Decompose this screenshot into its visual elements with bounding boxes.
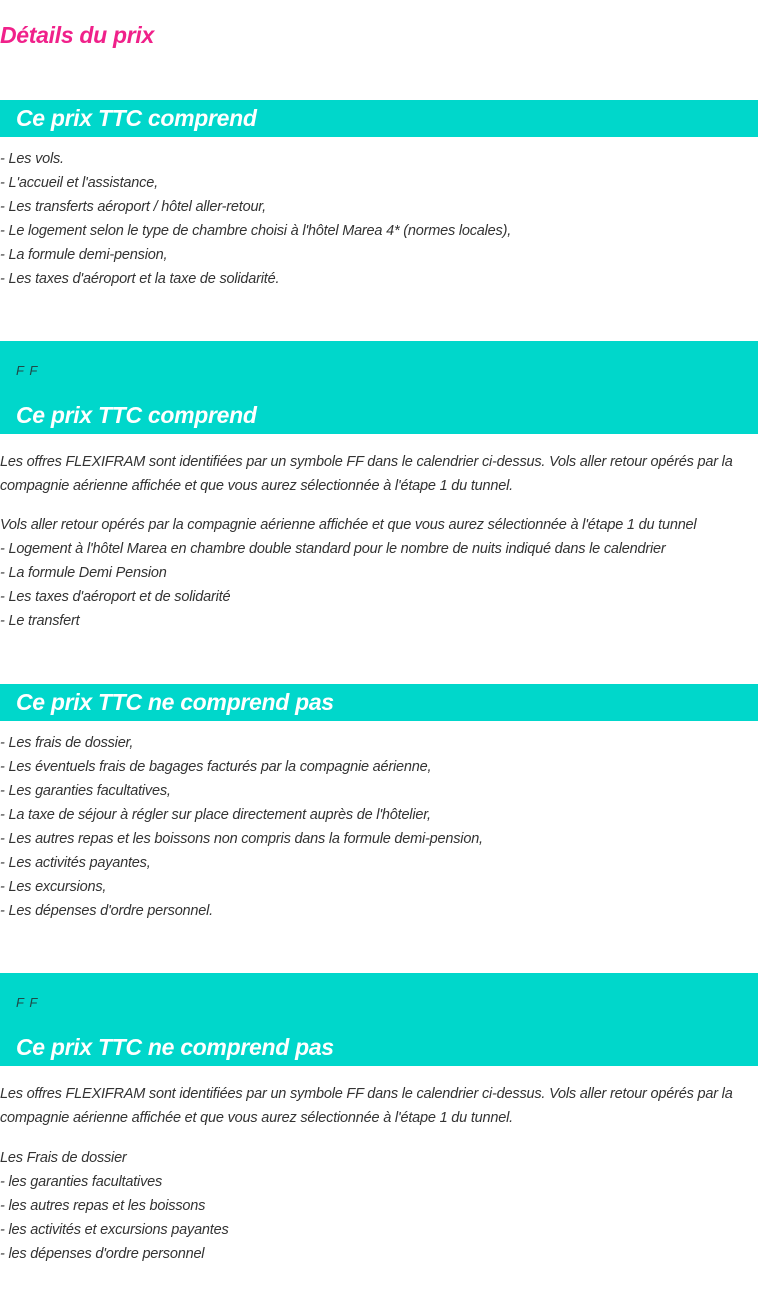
list-item: - les activités et excursions payantes [0, 1222, 229, 1238]
section-heading: Ce prix TTC ne comprend pas [16, 1034, 334, 1060]
list-item: - La formule demi-pension, [0, 247, 168, 263]
list-item: - Les frais de dossier, [0, 735, 134, 751]
list-item: - Le logement selon le type de chambre choisi à l'hôtel Marea 4* (normes locales), [0, 223, 512, 239]
list-item: - Les dépenses d'ordre personnel. [0, 903, 214, 919]
section-header [0, 100, 758, 137]
section-header [0, 341, 758, 434]
list-item: - L'accueil et l'assistance, [0, 175, 158, 191]
list-item: - Les activités payantes, [0, 855, 151, 871]
section-flexifram-excludes [0, 973, 758, 1266]
page-title: Détails du prix [0, 22, 154, 48]
list-item: - Les taxes d'aéroport et la taxe de solidarité. [0, 271, 280, 287]
ff-symbol: F F [16, 995, 39, 1010]
list-item: - Le transfert [0, 613, 80, 629]
list-item: - les garanties facultatives [0, 1174, 163, 1190]
list-item: - La taxe de séjour à régler sur place directement auprès de l'hôtelier, [0, 807, 431, 823]
list-item: - Les éventuels frais de bagages facturés par la compagnie aérienne, [0, 759, 432, 775]
list-item: - les autres repas et les boissons [0, 1198, 206, 1214]
list-item: - Les excursions, [0, 879, 107, 895]
section-heading: Ce prix TTC comprend [16, 105, 257, 131]
section-excludes [0, 684, 758, 923]
flexifram-excludes-list [0, 1146, 758, 1266]
section-header [0, 684, 758, 721]
section-heading: Ce prix TTC ne comprend pas [16, 689, 334, 715]
list-item: - les dépenses d'ordre personnel [0, 1246, 205, 1262]
list-item: - La formule Demi Pension [0, 565, 167, 581]
list-item: - Les vols. [0, 151, 64, 167]
section-flexifram-includes [0, 341, 758, 633]
list-item: - Logement à l'hôtel Marea en chambre double standard pour le nombre de nuits indiqué dans le calendrier [0, 541, 666, 557]
flexifram-includes-list [0, 513, 758, 633]
section-heading: Ce prix TTC comprend [16, 402, 257, 428]
flexifram-intro: Les offres FLEXIFRAM sont identifiées par un symbole FF dans le calendrier ci-dessus. Vols aller retour opérés par la compagnie aérienne affichée et que vous aurez sélectionnée à l'étape 1 du tunnel. [0, 454, 733, 494]
list-item: - Les autres repas et les boissons non compris dans la formule demi-pension, [0, 831, 483, 847]
list-item: - Les garanties facultatives, [0, 783, 171, 799]
list-item: Les Frais de dossier [0, 1150, 127, 1166]
excludes-list [0, 731, 758, 923]
section-header [0, 973, 758, 1066]
list-item: - Les taxes d'aéroport et de solidarité [0, 589, 231, 605]
list-item: Vols aller retour opérés par la compagnie aérienne affichée et que vous aurez sélectionnée à l'étape 1 du tunnel [0, 517, 697, 533]
list-item: - Les transferts aéroport / hôtel aller-retour, [0, 199, 266, 215]
ff-symbol: F F [16, 363, 39, 378]
includes-list [0, 147, 758, 291]
section-includes [0, 100, 758, 291]
flexifram-intro: Les offres FLEXIFRAM sont identifiées par un symbole FF dans le calendrier ci-dessus. Vols aller retour opérés par la compagnie aérienne affichée et que vous aurez sélectionnée à l'étape 1 du tunnel. [0, 1086, 733, 1126]
